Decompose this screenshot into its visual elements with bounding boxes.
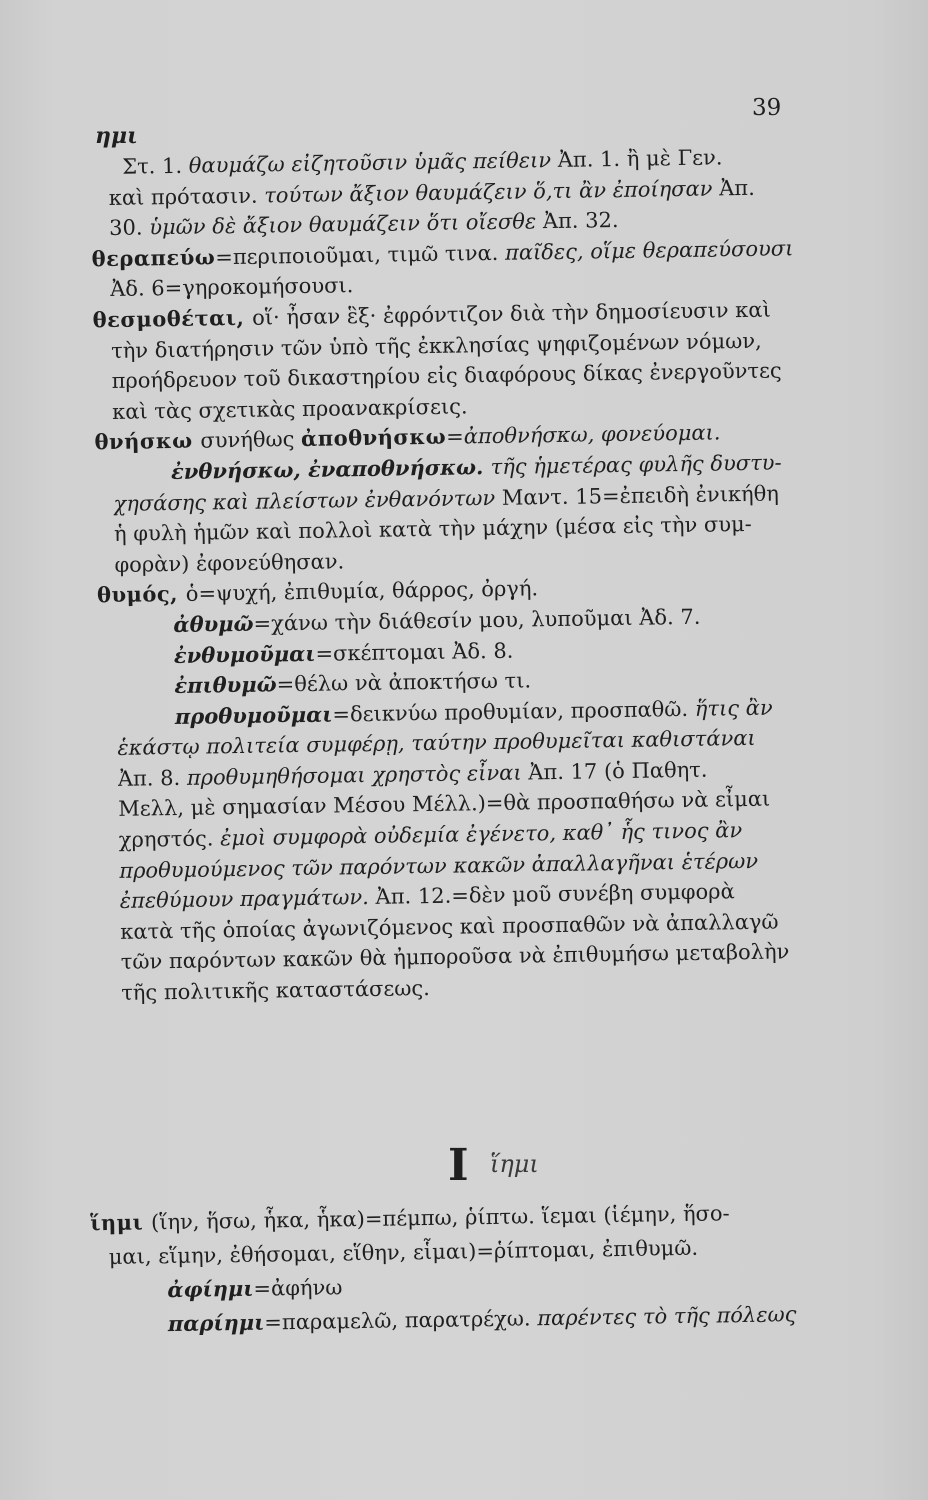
text-segment: τῆς ἡμετέρας φυλῆς δυστυ-: [490, 450, 782, 479]
headword: προθυμοῦμαι: [174, 701, 333, 729]
text-segment: μαι, εἵμην, ἐθήσομαι, εἵθην, εἷμαι)=ῥίπτομαι, ἐπιθυμῶ.: [108, 1235, 699, 1269]
text-segment: Στ. 1.: [122, 153, 189, 179]
dictionary-text-block: [91, 141, 841, 1009]
text-segment: τὴν διατήρησιν τῶν ὑπὸ τῆς ἐκκλησίας ψηφιζομένων νόμων,: [110, 328, 762, 363]
headword: ἀθυμῶ: [173, 610, 254, 637]
headword: ἀποθνήσκω: [300, 424, 447, 452]
text-segment: =ἀφήνω: [253, 1275, 343, 1301]
headword: θνήσκω: [94, 427, 201, 455]
text-segment: ὁ=ψυχή, ἐπιθυμία, θάρρος, ὀργή.: [185, 576, 539, 607]
headword: θεσμοθέται,: [92, 304, 253, 333]
dictionary-text-block-section-i: [90, 1195, 830, 1342]
text-segment: καὶ τὰς σχετικὰς προανακρίσεις.: [111, 394, 468, 424]
page-number: 39: [752, 95, 782, 121]
text-segment: 30.: [109, 215, 150, 241]
text-segment: χησάσης καὶ πλείστων ἐνθανόντων: [113, 485, 496, 516]
handwritten-annotation: ἵημι: [490, 1150, 539, 1178]
text-segment: χρηστός.: [118, 826, 221, 852]
text-segment: =: [445, 424, 464, 450]
text-segment: προθυμούμενος τῶν παρόντων κακῶν ἀπαλλαγῆναι ἑτέρων: [119, 848, 759, 883]
text-segment: Μελλ, μὲ σημασίαν Μέσου Μέλλ.)=θὰ προσπαθήσω νὰ εἶμαι: [118, 787, 771, 822]
headword: παρίημι: [167, 1309, 265, 1337]
text-segment: Ἀπ. 17 (ὁ Παθητ.: [521, 757, 708, 785]
running-head: ημι: [95, 123, 138, 149]
text-segment: τούτων ἄξιον θαυμάζειν ὅ,τι ἂν ἐποίησαν: [264, 176, 713, 208]
text-segment: Μαντ. 15=ἐπειδὴ ἐνικήθη: [495, 481, 780, 510]
text-segment: οἵ· ἦσαν ἓξ· ἐφρόντιζον διὰ τὴν δημοσίευσιν καὶ: [251, 297, 771, 330]
text-segment: ὑμῶν δὲ ἄξιον θαυμάζειν ὅτι οἴεσθε: [149, 209, 537, 240]
text-segment: προήδρευον τοῦ δικαστηρίου εἰς διαφόρους δίκας ἐνεργοῦντες: [111, 358, 782, 394]
text-segment: προθυμηθήσομαι χρηστὸς εἶναι: [186, 760, 522, 790]
text-segment: =περιποιοῦμαι, τιμῶ τινα.: [215, 240, 506, 270]
page-header: [0, 95, 928, 149]
text-segment: =σκέπτομαι Ἀδ. 8.: [315, 638, 514, 666]
text-segment: ἑκάστῳ πολιτεία συμφέρῃ, ταύτην προθυμεῖται καθιστάναι: [117, 726, 756, 761]
text-segment: τῶν παρόντων κακῶν θὰ ἠμποροῦσα νὰ ἐπιθυμήσω μεταβολὴν: [120, 939, 790, 975]
text-segment: (ἵην, ἥσω, ἧκα, ἧκα)=πέμπω, ῥίπτω. ἵεμαι (ἱέμην, ἥσο-: [150, 1201, 730, 1235]
headword: ἵημι: [90, 1209, 152, 1236]
text-segment: Ἀπ.: [712, 175, 755, 201]
text-segment: Ἀπ. 8.: [117, 765, 188, 791]
text-segment: τῆς πολιτικῆς καταστάσεως.: [121, 976, 431, 1005]
text-segment: κατὰ τῆς ὁποίας ἀγωνιζόμενος καὶ προσπαθῶν νὰ ἀπαλλαγῶ: [120, 909, 779, 944]
headword: ἐνθυμοῦμαι: [173, 640, 316, 668]
text-segment: =δεικνύω προθυμίαν, προσπαθῶ.: [332, 696, 695, 727]
headword: ἐνθνήσκω, ἐναποθνήσκω.: [170, 453, 491, 484]
headword: ἀφίημι: [167, 1275, 254, 1303]
text-segment: ἡ φυλὴ ἡμῶν καὶ πολλοὶ κατὰ τὴν μάχην (μέσα εἰς τὴν συμ-: [113, 512, 752, 547]
text-segment: θαυμάζω εἰζητοῦσιν ὑμᾶς πείθειν: [188, 148, 552, 178]
text-segment: συνήθως: [200, 427, 302, 453]
text-segment: ἐπεθύμουν πραγμάτων.: [119, 885, 370, 914]
text-segment: παρέντες τὸ τῆς πόλεως: [537, 1302, 797, 1331]
headword: ἐπιθυμῶ: [174, 671, 277, 699]
text-segment: =χάνω τὴν διάθεσίν μου, λυποῦμαι Ἀδ. 7.: [253, 604, 701, 636]
text-segment: φορὰν) ἐφονεύθησαν.: [114, 549, 345, 577]
headword: θεραπεύω: [91, 244, 216, 272]
text-segment: Ἀπ. 1. ἢ μὲ Γεν.: [550, 145, 723, 173]
text-segment: Ἀδ. 6=γηροκομήσουσι.: [109, 273, 354, 302]
text-segment: =θέλω νὰ ἀποκτήσω τι.: [276, 668, 532, 697]
text-segment: ἥτις ἂν: [694, 695, 773, 721]
text-segment: Ἀπ. 12.=δὲν μοῦ συνέβη συμφορὰ: [368, 879, 735, 910]
headword: θυμός,: [96, 581, 187, 608]
text-segment: ἐμοὶ συμφορὰ οὐδεμία ἐγένετο, καθ᾽ ἧς τινος ἂν: [219, 818, 743, 851]
text-segment: παῖδες, οἵμε θεραπεύσουσι: [504, 236, 794, 265]
text-segment: =παραμελῶ, παρατρέχω.: [264, 1306, 538, 1335]
text-segment: ἀποθνήσκω, φονεύομαι.: [463, 420, 721, 449]
text-segment: καὶ πρότασιν.: [108, 183, 265, 210]
text-segment: Ἀπ. 32.: [535, 208, 619, 234]
section-letter: I: [448, 1140, 469, 1191]
